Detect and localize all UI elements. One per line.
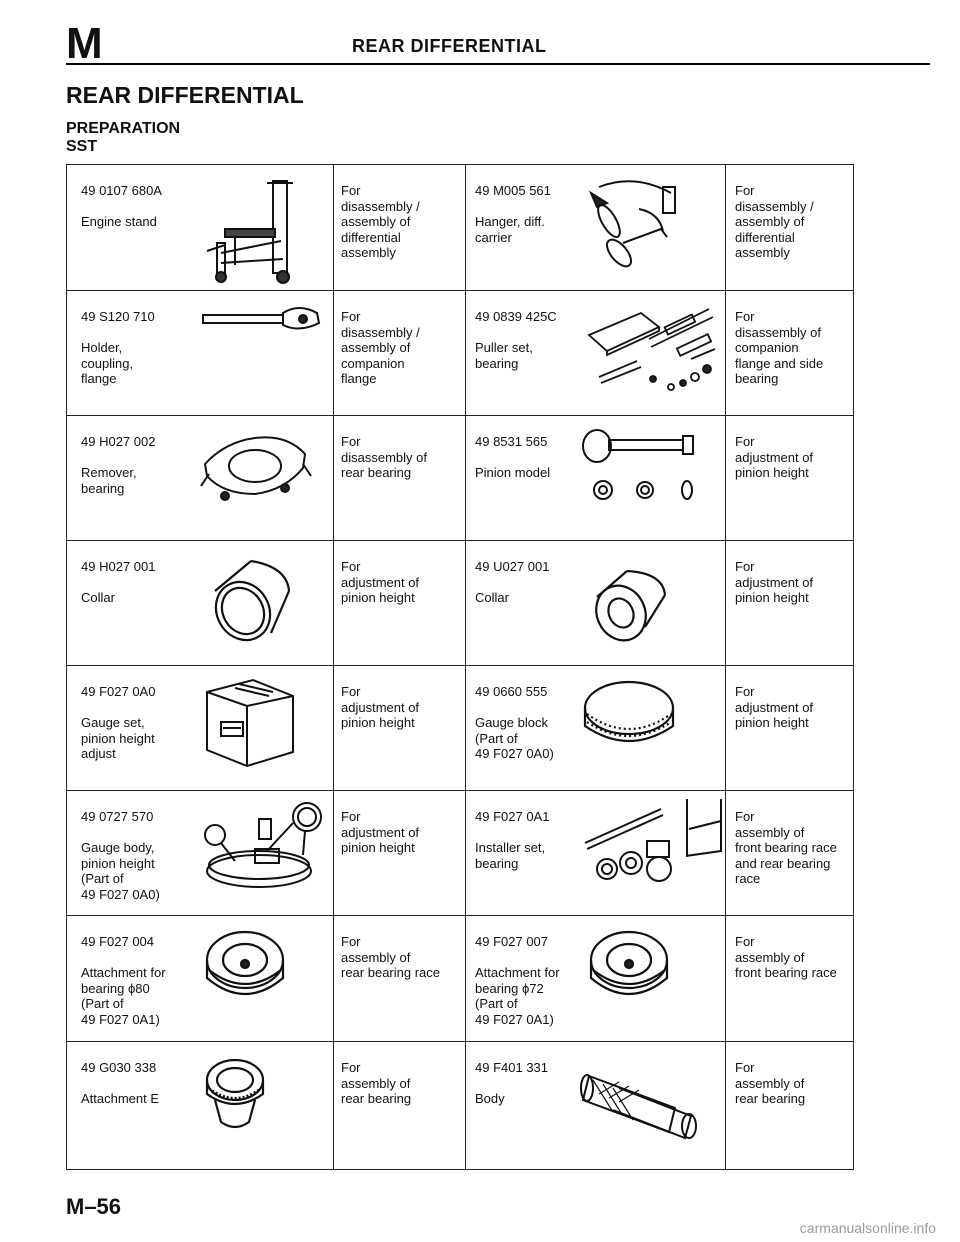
collar-short-icon [579, 549, 679, 654]
text-line: assembly of [341, 1075, 411, 1091]
part-number: 49 U027 001 [475, 559, 550, 574]
tool-info [81, 559, 155, 606]
text-line: disassembly / [735, 198, 814, 214]
tool-info [475, 559, 549, 606]
sst-row [67, 915, 853, 1042]
text-line: bearing [475, 355, 519, 371]
text-line: assembly of [341, 949, 411, 965]
subheading-sst: SST [66, 138, 98, 155]
text-line: pinion height [81, 855, 155, 871]
pinion-model-icon [579, 424, 709, 519]
text-line: assembly of [341, 214, 411, 229]
gauge-block-icon [579, 674, 679, 769]
text-line: adjustment of [735, 699, 814, 715]
text-line: Gauge set, [81, 715, 145, 730]
text-line: Body [475, 1091, 505, 1106]
spacer [81, 700, 155, 716]
tool-name [81, 590, 155, 606]
text-line: adjustment of [341, 574, 420, 590]
tool-info [81, 434, 155, 496]
text-line: Gauge body, [81, 840, 155, 855]
text-line: For [735, 309, 755, 324]
text-line: front bearing race [735, 840, 837, 855]
tool-name [81, 465, 155, 496]
text-line: For [341, 309, 361, 324]
text-line: rear bearing [341, 1091, 412, 1106]
purpose-text [341, 434, 466, 481]
purpose-text [341, 559, 466, 606]
text-line: Pinion model [475, 465, 551, 480]
tool-name [81, 715, 155, 762]
text-line: For [341, 559, 361, 574]
text-line: adjustment of [341, 699, 420, 715]
tool-info [81, 809, 160, 902]
text-line: assembly of [341, 340, 411, 355]
text-line: (Part of [475, 996, 518, 1011]
text-line: assembly of [735, 824, 805, 840]
text-line: pinion height [341, 590, 415, 605]
text-line: Holder, [81, 340, 123, 355]
running-header-title: REAR DIFFERENTIAL [352, 36, 547, 56]
purpose-text [735, 309, 860, 387]
text-line: Installer set, [475, 840, 546, 855]
text-line: flange [81, 371, 117, 386]
text-line: bearing ϕ72 [475, 980, 544, 996]
sst-row [67, 1041, 853, 1172]
purpose-text [341, 809, 466, 856]
text-line: flange [341, 371, 377, 386]
spacer [81, 1076, 159, 1092]
tool-name [81, 840, 160, 902]
tool-name [475, 1091, 548, 1107]
spacer [475, 325, 557, 341]
tool-name [475, 965, 560, 1027]
tool-info [81, 309, 155, 387]
text-line: For [341, 809, 361, 824]
header-rule [66, 63, 930, 65]
text-line: For [735, 183, 755, 198]
attachment-e-icon [195, 1050, 275, 1145]
text-line: adjustment of [341, 824, 420, 840]
part-number: 49 F027 004 [81, 934, 155, 949]
text-line: (Part of [81, 871, 124, 886]
part-number: 49 8531 565 [475, 434, 548, 449]
spacer [81, 575, 155, 591]
section-letter: M [66, 19, 102, 68]
text-line: disassembly of [735, 324, 821, 340]
tool-name [475, 590, 549, 606]
purpose-text [735, 559, 860, 606]
text-line: assembly of [735, 949, 805, 965]
tool-name [475, 465, 550, 481]
text-line: For [735, 684, 755, 699]
text-line: bearing ϕ80 [81, 980, 150, 996]
text-line: assembly [735, 245, 790, 260]
text-line: Collar [81, 590, 115, 605]
tool-info [81, 934, 166, 1027]
spacer [81, 450, 155, 466]
text-line: For [341, 684, 361, 699]
text-line: adjustment of [735, 574, 814, 590]
part-number: 49 0107 680A [81, 183, 162, 198]
sst-row [67, 790, 853, 916]
tool-name [475, 715, 554, 762]
part-number: 49 F027 0A1 [475, 809, 550, 824]
text-line: bearing [81, 480, 125, 496]
text-line: pinion height [735, 465, 809, 480]
text-line: disassembly / [341, 324, 420, 340]
text-line: flange and side [735, 355, 824, 371]
spacer [475, 825, 549, 841]
text-line: For [735, 1060, 755, 1075]
text-line: For [735, 559, 755, 574]
spacer [81, 325, 155, 341]
text-line: bearing [475, 855, 519, 871]
knurled-body-icon [579, 1050, 709, 1145]
attachment-ring-icon [195, 924, 295, 1019]
text-line: Attachment for [81, 965, 166, 980]
text-line: rear bearing [735, 1091, 806, 1106]
sst-table [66, 164, 854, 1170]
tool-info [475, 934, 560, 1027]
text-line: For [341, 434, 361, 449]
text-line: rear bearing [341, 465, 412, 480]
sst-row [67, 540, 853, 666]
text-line: pinion height [81, 730, 155, 746]
text-line: 49 F027 0A1) [475, 1011, 554, 1027]
puller-set-icon [579, 299, 729, 404]
purpose-text [341, 1060, 466, 1107]
text-line: carrier [475, 229, 512, 245]
tool-name [81, 965, 166, 1027]
part-number: 49 F401 331 [475, 1060, 549, 1075]
text-line: Gauge block [475, 715, 548, 730]
part-number: 49 G030 338 [81, 1060, 157, 1075]
text-line: front bearing race [735, 965, 837, 980]
purpose-text [341, 684, 466, 731]
spacer [475, 700, 554, 716]
spacer [475, 575, 549, 591]
text-line: (Part of [475, 730, 518, 746]
purpose-text [735, 1060, 860, 1107]
purpose-text [735, 684, 860, 731]
engine-stand-icon [195, 173, 305, 293]
spacer [475, 1076, 548, 1092]
text-line: pinion height [735, 590, 809, 605]
text-line: Hanger, diff. [475, 214, 545, 229]
tool-info [475, 684, 554, 762]
part-number: 49 M005 561 [475, 183, 551, 198]
sst-row [67, 290, 853, 416]
text-line: (Part of [81, 996, 124, 1011]
text-line: Attachment E [81, 1091, 160, 1106]
tool-info [475, 809, 549, 871]
spacer [81, 199, 162, 215]
text-line: Engine stand [81, 214, 157, 229]
text-line: assembly [341, 245, 396, 260]
part-number: 49 F027 0A0 [81, 684, 156, 699]
spacer [81, 825, 160, 841]
part-number: 49 H027 001 [81, 559, 156, 574]
text-line: For [341, 183, 361, 198]
text-line: differential [735, 229, 795, 245]
tool-info [81, 183, 162, 230]
spacer [475, 450, 550, 466]
text-line: pinion height [341, 715, 415, 730]
tool-info [475, 434, 550, 481]
sst-row [67, 415, 853, 541]
part-number: 49 0727 570 [81, 809, 154, 824]
tool-info [81, 684, 155, 762]
text-line: For [735, 434, 755, 449]
sst-row [67, 665, 853, 791]
part-number: 49 S120 710 [81, 309, 155, 324]
text-line: For [341, 1060, 361, 1075]
text-line: pinion height [341, 840, 415, 855]
tool-info [475, 1060, 548, 1107]
tool-info [475, 309, 557, 371]
tool-info [81, 1060, 159, 1107]
purpose-text [735, 183, 860, 261]
text-line: rear bearing race [341, 965, 440, 980]
text-line: companion [341, 355, 405, 371]
page-number: M–56 [66, 1194, 122, 1219]
tool-name [81, 340, 155, 387]
purpose-text [341, 934, 466, 981]
purpose-text [735, 809, 860, 887]
tool-name [475, 840, 549, 871]
subheading-preparation: PREPARATION [66, 120, 181, 137]
text-line: assembly of [735, 214, 805, 229]
sst-row [67, 165, 853, 290]
spacer [475, 199, 551, 215]
tool-name [81, 1091, 159, 1107]
part-number: 49 0660 555 [475, 684, 548, 699]
purpose-text [341, 309, 466, 387]
text-line: and rear bearing [735, 855, 831, 871]
spacer [475, 950, 560, 966]
tool-name [81, 214, 162, 230]
part-number: 49 H027 002 [81, 434, 156, 449]
text-line: Collar [475, 590, 509, 605]
text-line: 49 F027 0A1) [81, 1011, 160, 1027]
part-number: 49 0839 425C [475, 309, 557, 324]
hanger-icon [579, 173, 689, 278]
text-line: For [341, 934, 361, 949]
text-line: Attachment for [475, 965, 560, 980]
text-line: adjustment of [735, 449, 814, 465]
text-line: disassembly of [341, 449, 427, 465]
spacer [81, 950, 166, 966]
text-line: companion [735, 340, 799, 355]
tool-info [475, 183, 551, 245]
text-line: pinion height [735, 715, 809, 730]
purpose-text [341, 183, 466, 261]
part-number: 49 F027 007 [475, 934, 549, 949]
tool-name [475, 340, 557, 371]
tool-name [475, 214, 551, 245]
text-line: For [735, 809, 755, 824]
collar-icon [195, 549, 295, 654]
text-line: assembly of [735, 1075, 805, 1091]
text-line: bearing [735, 371, 779, 386]
purpose-text [735, 934, 860, 981]
text-line: 49 F027 0A0) [475, 746, 554, 761]
text-line: coupling, [81, 355, 134, 371]
section-title: REAR DIFFERENTIAL [66, 82, 304, 108]
text-line: Puller set, [475, 340, 533, 355]
text-line: race [735, 871, 761, 886]
bearing-remover-icon [195, 424, 315, 519]
text-line: differential [341, 229, 401, 245]
installer-set-icon [579, 799, 729, 899]
text-line: adjust [81, 746, 116, 761]
text-line: Remover, [81, 465, 137, 480]
text-line: For [735, 934, 755, 949]
text-line: 49 F027 0A0) [81, 886, 160, 902]
dial-gauge-icon [195, 799, 335, 904]
text-line: disassembly / [341, 198, 420, 214]
watermark: carmanualsonline.info [799, 1220, 936, 1236]
holder-wrench-icon [195, 299, 325, 344]
attachment-ring-icon [579, 924, 679, 1019]
gauge-case-icon [195, 674, 305, 779]
purpose-text [735, 434, 860, 481]
